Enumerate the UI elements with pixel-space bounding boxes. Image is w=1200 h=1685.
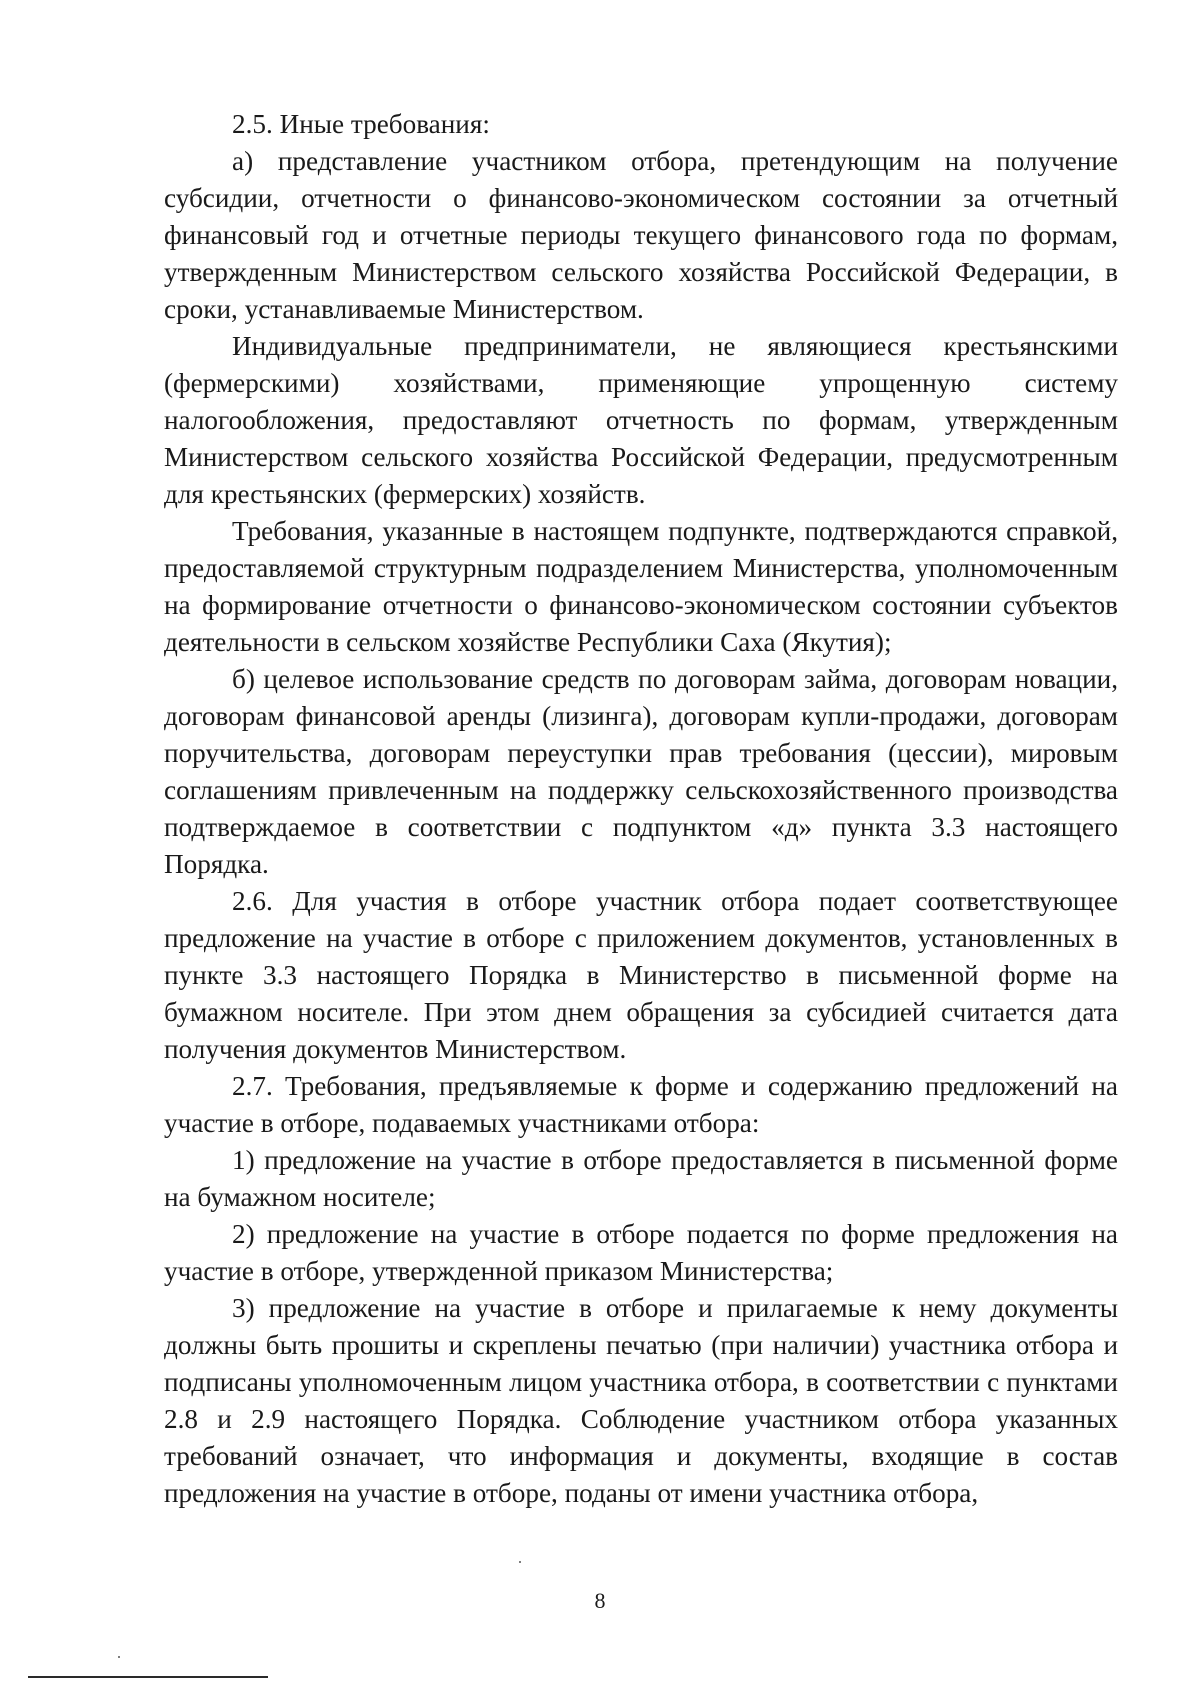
scan-speck xyxy=(118,1656,120,1658)
paragraph-item-1: 1) предложение на участие в отборе предоставляется в письменной форме на бумажном носителе; xyxy=(164,1145,1118,1212)
paragraph-item-3: 3) предложение на участие в отборе и прилагаемые к нему документы должны быть прошиты и скреплены печатью (при наличии) участника отбора и подписаны уполномоченным лицом участника отбора, в соответствии с пунктами 2.8 и 2.9 настоящего Порядка. Соблюдение участником отбора указанных требований означает, что информация и документы, входящие в состав предложения на участие в отборе, поданы от имени участника отбора, xyxy=(164,1293,1118,1508)
section-heading-2-5: 2.5. Иные требования: xyxy=(232,109,490,139)
paragraph-individual-entrepreneurs: Индивидуальные предприниматели, не являющиеся крестьянскими (фермерскими) хозяйствами, применяющие упрощенную систему налогообложения, предоставляют отчетность по формам, утвержденным Министерством сельского хозяйства Российской Федерации, предусмотренным для крестьянских (фермерских) хозяйств. xyxy=(164,331,1118,509)
paragraph-item-a: а) представление участником отбора, претендующим на получение субсидии, отчетности о финансово-экономическом состоянии за отчетный финансовый год и отчетные периоды текущего финансового года по формам, утвержденным Министерством сельского хозяйства Российской Федерации, в сроки, устанавливаемые Министерством. xyxy=(164,146,1118,324)
footer-rule xyxy=(28,1676,268,1678)
paragraph-item-2: 2) предложение на участие в отборе подается по форме предложения на участие в отборе, утвержденной приказом Министерства; xyxy=(164,1219,1118,1286)
scan-speck xyxy=(519,1561,521,1563)
document-body xyxy=(164,106,1118,1512)
paragraph-requirements-confirmation: Требования, указанные в настоящем подпункте, подтверждаются справкой, предоставляемой структурным подразделением Министерства, уполномоченным на формирование отчетности о финансово-экономическом состоянии субъектов деятельности в сельском хозяйстве Республики Саха (Якутия); xyxy=(164,516,1118,657)
paragraph-section-2-7: 2.7. Требования, предъявляемые к форме и содержанию предложений на участие в отборе, подаваемых участниками отбора: xyxy=(164,1071,1118,1138)
paragraph-section-2-6: 2.6. Для участия в отборе участник отбора подает соответствующее предложение на участие в отборе с приложением документов, установленных в пункте 3.3 настоящего Порядка в Министерство в письменной форме на бумажном носителе. При этом днем обращения за субсидией считается дата получения документов Министерством. xyxy=(164,886,1118,1064)
page-number: 8 xyxy=(594,1588,606,1613)
paragraph-item-b: б) целевое использование средств по договорам займа, договорам новации, договорам финансовой аренды (лизинга), договорам купли-продажи, договорам поручительства, договорам переуступки прав требования (цессии), мировым соглашениям привлеченным на поддержку сельскохозяйственного производства подтверждаемое в соответствии с подпунктом «д» пункта 3.3 настоящего Порядка. xyxy=(164,664,1118,879)
